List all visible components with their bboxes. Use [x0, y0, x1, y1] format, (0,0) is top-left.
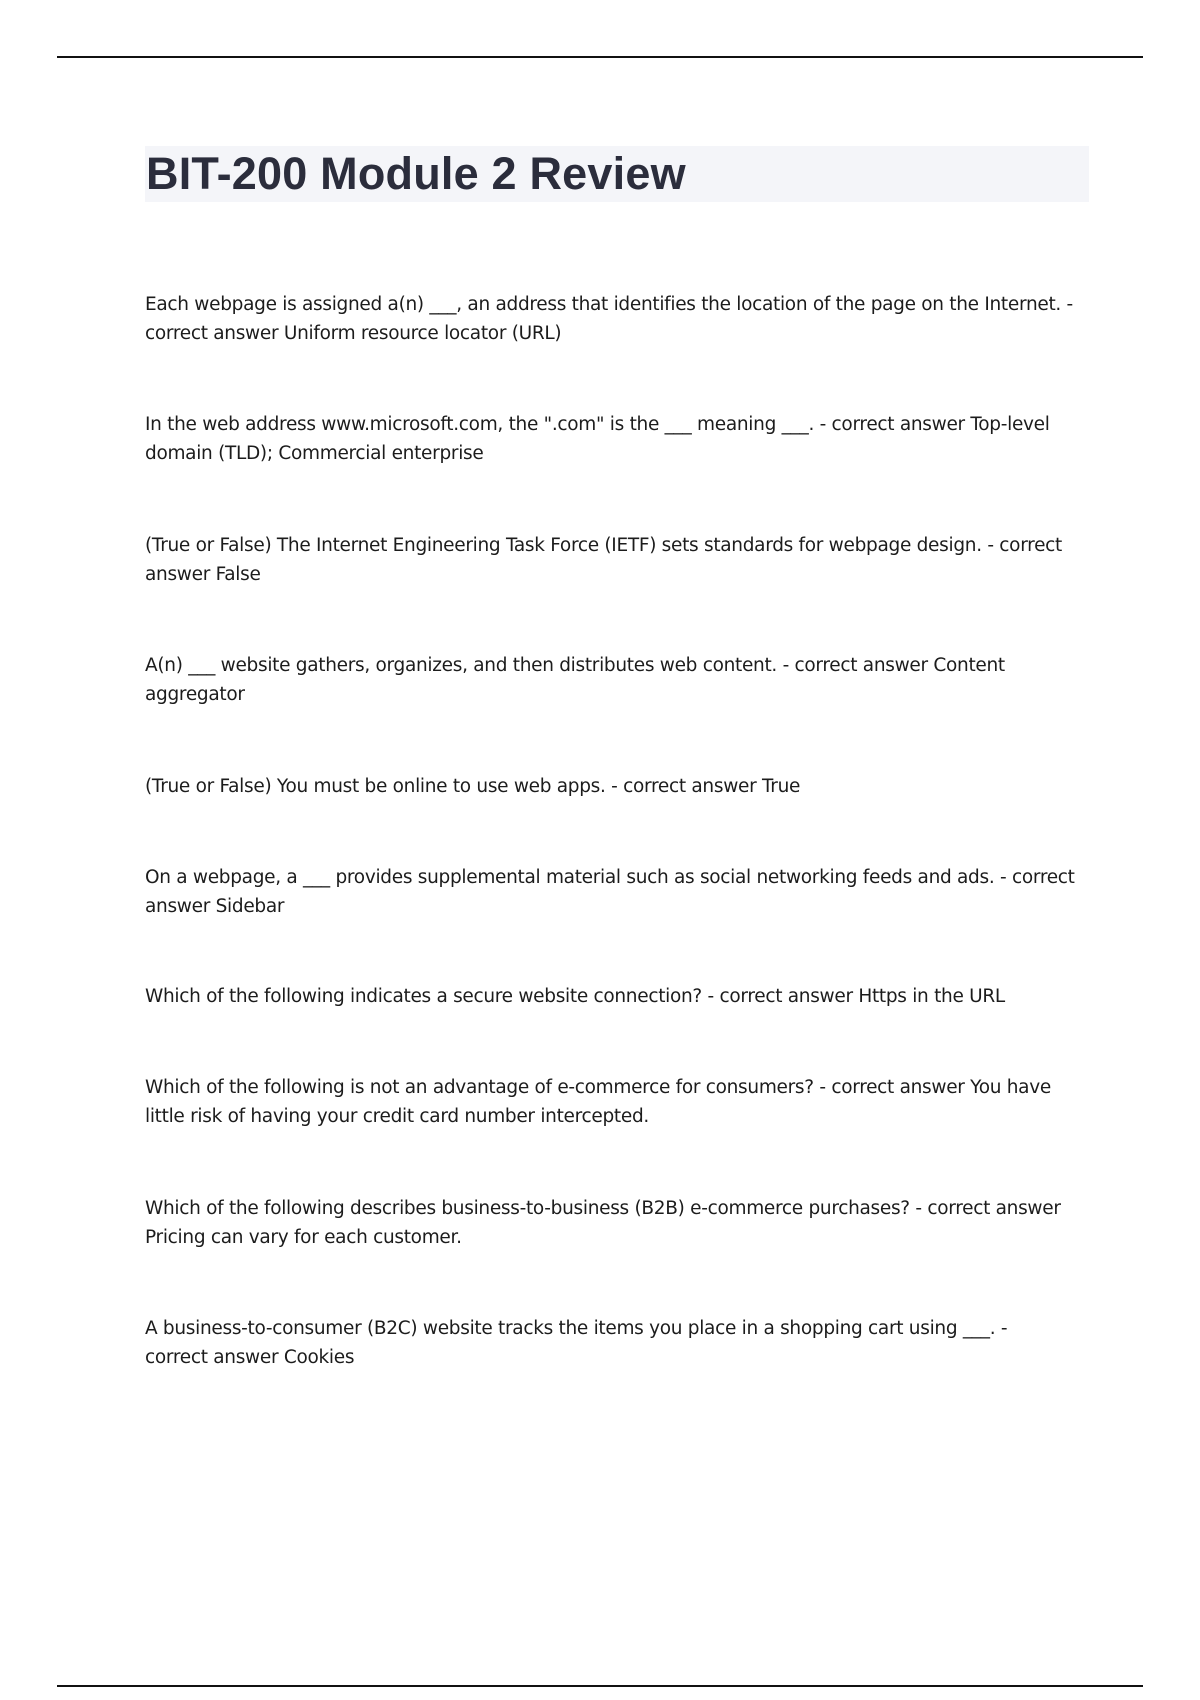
- title-banner: [145, 146, 1089, 202]
- question-item-2: In the web address www.microsoft.com, the ".com" is the ___ meaning ___. - correct answer Top-level domain (TLD); Commercial enterprise: [145, 414, 1050, 464]
- question-item-8: Which of the following is not an advantage of e-commerce for consumers? - correct answer You have little risk of having your credit card number intercepted.: [145, 1077, 1051, 1127]
- question-item-1: Each webpage is assigned a(n) ___, an address that identifies the location of the page on the Internet. - correct answer Uniform resource locator (URL): [145, 294, 1073, 344]
- document-title: BIT-200 Module 2 Review: [146, 148, 686, 199]
- question-item-3: (True or False) The Internet Engineering Task Force (IETF) sets standards for webpage design. - correct answer False: [145, 535, 1062, 585]
- question-item-7: Which of the following indicates a secure website connection? - correct answer Https in the URL: [145, 986, 1005, 1007]
- question-item-5: (True or False) You must be online to use web apps. - correct answer True: [145, 776, 801, 797]
- question-item-10: A business-to-consumer (B2C) website tracks the items you place in a shopping cart using ___. - correct answer Cookies: [145, 1318, 1008, 1368]
- question-item-6: On a webpage, a ___ provides supplemental material such as social networking feeds and ads. - correct answer Sidebar: [145, 867, 1075, 917]
- top-rule: [57, 56, 1143, 58]
- question-item-4: A(n) ___ website gathers, organizes, and then distributes web content. - correct answer Content aggregator: [145, 655, 1005, 705]
- question-item-9: Which of the following describes business-to-business (B2B) e-commerce purchases? - correct answer Pricing can vary for each customer.: [145, 1198, 1061, 1248]
- bottom-rule: [57, 1685, 1143, 1687]
